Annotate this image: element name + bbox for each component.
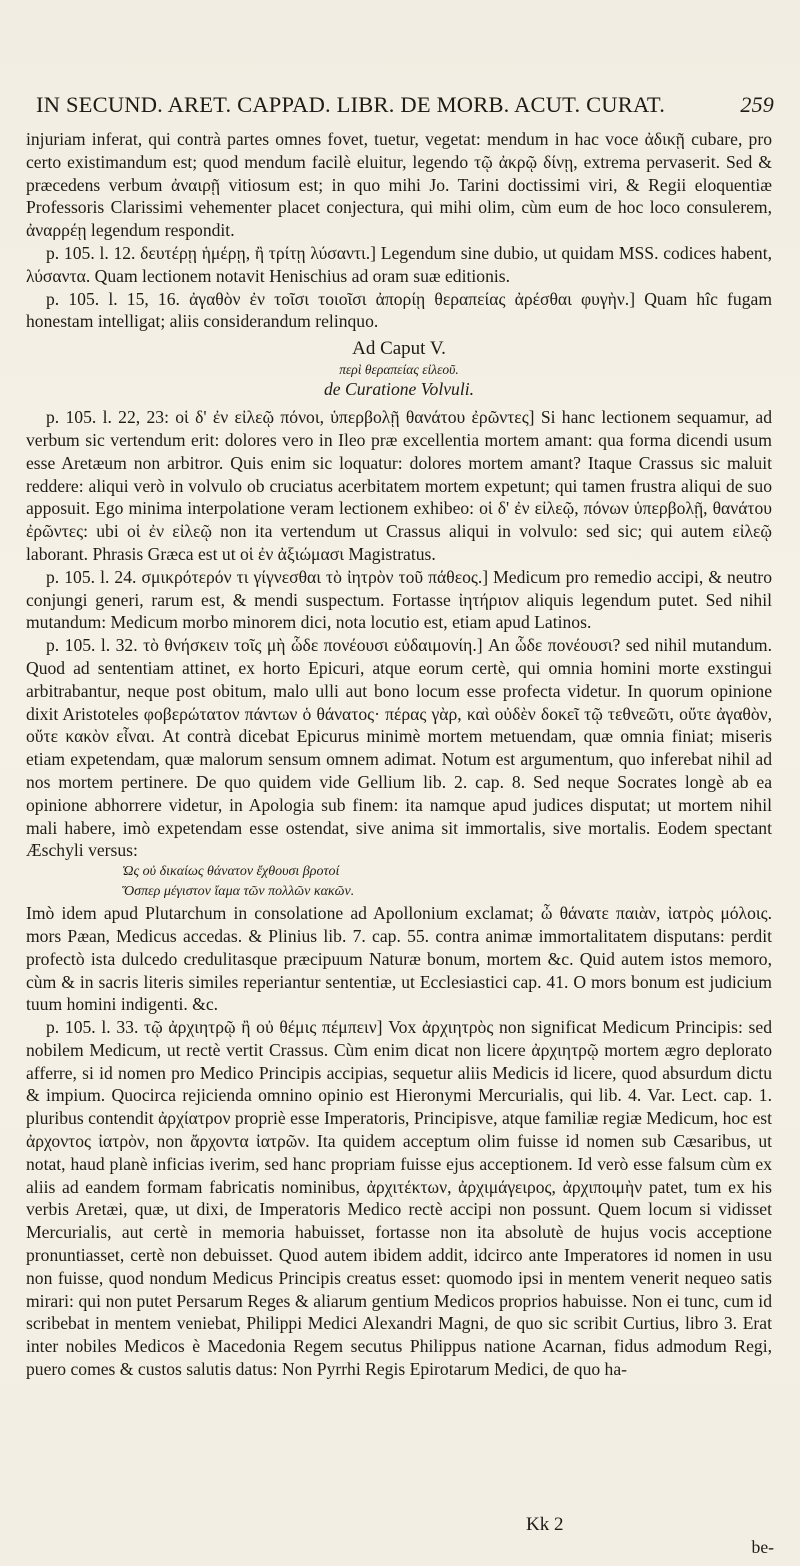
section-latin-title: de Curatione Volvuli. bbox=[323, 379, 475, 400]
signature-mark: Kk 2 bbox=[526, 1514, 564, 1535]
note-p105-l33: p. 105. l. 33. τῷ ἀρχιητρῷ ἢ οὐ θέμις πέμπειν] Vox ἀρχιητρὸς non significat Medicum Principis: sed nobilem Medicum, ut rectè vertit Crassus. Cùm enim dicat non licere ἀρχιητρῷ mortem ægro deplorato afferre, si id nomen pro Medico Principis accipias, sequetur aliis Medicis id licere, quod absurdum dictu & impium. Quocirca rejicienda omnino opinio est Hieronymi Mercurialis, qui lib. 4. Var. Lect. cap. 1. pluribus contendit ἀρχίατρον propriè esse Imperatoris, Principisve, atque familiæ regiæ Medicum, hoc est ἀρχοντος ἰατρὸν, non ἄρχοντα ἰατρῶν. Ita quidem acceptum olim fuisse id nomen sub Cæsaribus, ut notat, haud planè inficias iverim, sed hanc propriam fuisse ejus acceptionem. Id verò esse falsum cùm ex aliis ad eandem formam fabricatis nominibus, ἀρχιτέκτων, ἀρχιμάγειρος, ἀρχιποιμὴν patet, tum ex his verbis Aretæi, quæ, ut dixi, de Imperatoris Medico rectè accipi non possunt. Quem locum si vidisset Mercurialis, aut certè in memoria habuisset, fortasse non ita absolutè de hujus vocis acceptione pronuntiasset, certè non debuisset. Quod autem ibidem addit, idcirco ante Imperatores id nomen in usu non fuisse, quod nondum Medicus Principis creatus esset: quomodo ipsi in mentem venerit nequeo satis mirari: qui non putet Persarum Reges & aliarum gentium Medicos proprios habuisse. Non ei tunc, cum id scribebat in mentem veniebat, Philippi Medici Alexandri Magni, de quo sic scribit Curtius, libro 3. Erat inter nobiles Medicos è Macedonia Regem secutus Philippus natione Acarnan, fidus admodum Regi, puero comes & custos salutis datus: Non Pyrrhi Regis Epirotarum Medici, de quo ha- bbox=[26, 1017, 772, 1380]
running-title: IN SECUND. ARET. CAPPAD. LIBR. DE MORB. ACUT. CURAT. bbox=[36, 92, 666, 117]
note-p105-l24: p. 105. l. 24. σμικρότερόν τι γίγνεσθαι τὸ ἰητρὸν τοῦ πάθεος.] Medicum pro remedio accipi, & neutro conjungi generi, rarum est, & mendi suspectum. Fortasse ἰητήριον aliquis legendum putet. Sed nihil mutandum: Medicum morbo minorem dici, nota locutio est, etiam apud Latinos. bbox=[26, 566, 772, 633]
catchword: be- bbox=[751, 1537, 774, 1557]
aeschylus-verse-1: Ὡς οὐ δικαίως θάνατον ἔχθουσι βροτοί bbox=[122, 864, 340, 880]
aeschylus-verse-2: Ὅσπερ μέγιστον ἴαμα τῶν πολλῶν κακῶν. bbox=[122, 884, 355, 900]
note-p105-l22: p. 105. l. 22, 23: οἱ δ' ἐν εἰλεῷ πόνοι, ὑπερβολῇ θανάτου ἐρῶντες] Si hanc lectionem sequamur, ad verbum sic vertendum erit: dolores vero in Ileo præ excellentia mortem amant: qua forma dicendi usum esse Aretæum non arbitror. Quis enim sic loquatur: dolores mortem amant? Itaque Crassus sic maluit reddere: aliqui verò in volvulo ob cruciatus acerbitatem mortem expetunt; qui tamen frustra aliqui de suo apposuit. Ego minima interpolatione veram lectionem exhibeo: οἱ δ' ἐν εἰλεῷ, πόνων ὑπερβολῇ, θανάτου ἐρῶντες: ubi οἱ ἐν εἰλεῷ non ita vertendum ut Crassus aliqui in volvulo: sed sic; qui autem εἰλεῷ laborant. Phrasis Græca est ut οἱ ἐν ἀξιώμασι Magistratus. bbox=[26, 407, 772, 564]
note-p105-l32: p. 105. l. 32. τὸ θνήσκειν τοῖς μὴ ὧδε πονέουσι εὐδαιμονίη.] An ὧδε πονέουσι? sed nihil mutandum. Quod ad sententiam attinet, ex horto Epicuri, atque eorum certè, qui omnia homini morte exstingui arbitrabantur, neque post obitum, malo ulli aut bono locum esse profecta videtur. In quorum opinione dixit Aristoteles φοβερώτατον πάντων ὁ θάνατος· πέρας γὰρ, καὶ οὐδὲν δοκεῖ τῷ τεθνεῶτι, οὔτε ἀγαθὸν, οὔτε κακὸν εἶναι. At contrà dicebat Epicurus minimè mortem metuendam, quæ omnia finiat; miseris etiam expetendam, quæ malorum sensum omnem adimat. Notum est argumentum, quo inferebat nihil ad nos mortem pertinere. De quo quidem vide Gellium lib. 2. cap. 8. Sed neque Socrates longè ab ea opinione abhorrere videtur, in Apologia sub finem: ita namque apud judices disputat; ut mortem nihil mali habere, imò expetendam esse ostendat, sive anima sit immortalis, sive mortalis. Eodem spectant Æschyli versus: bbox=[26, 635, 772, 861]
paragraph-plutarch: Imò idem apud Plutarchum in consolatione ad Apollonium exclamat; ὦ θάνατε παιὰν, ἰατρὸς μόλοις. mors Pæan, Medicus accedas. & Plinius lib. 7. cap. 55. contra animæ immortalitatem disputans: perdit profectò ista dulcedo credulitasque præcipuum Naturæ bonum, mortem &c. Quid autem istos memoro, cùm & in sacris literis similes reperiantur sententiæ, ut Ecclesiastici cap. 41. O mors bonum est judicium tuum homini indigenti. &c. bbox=[26, 903, 772, 1015]
section-greek-title: περὶ θεραπείας εἰλεοῦ. bbox=[339, 362, 459, 378]
running-header bbox=[0, 92, 800, 118]
page-body bbox=[26, 128, 772, 1381]
note-p105-l12: p. 105. l. 12. δευτέρῃ ἡμέρῃ, ἢ τρίτῃ λύσαντι.] Legendum sine dubio, ut quidam MSS. codices habent, λύσαντα. Quam lectionem notavit Henischius ad oram suæ editionis. bbox=[26, 242, 772, 286]
section-heading: Ad Caput V. bbox=[352, 338, 446, 360]
page-number: 259 bbox=[740, 92, 774, 117]
note-p105-l15: p. 105. l. 15, 16. ἀγαθὸν ἐν τοῖσι τοιοῖσι ἀπορίῃ θεραπείας ἀρέσθαι φυγὴν.] Quam hîc fugam honestam intelligat; aliis considerandum relinquo. bbox=[26, 288, 772, 332]
paragraph-intro: injuriam inferat, qui contrà partes omnes fovet, tuetur, vegetat: mendum in hac voce ἀδικῇ cubare, pro certo existimandum est; quod mendum facilè eluitur, legendo τῷ ἀκρῷ δίνῃ, extrema pervaserit. Sed & præcedens verbum ἀναιρῇ vitiosum est; in quo mihi Jo. Tarini doctissimi viri, & Regii eloquentiæ Professoris Clarissimi vehementer placet conjectura, qui mihi olim, cùm eum de hoc loco consulerem, ἀναρρέῃ legendum respondit. bbox=[26, 129, 772, 241]
